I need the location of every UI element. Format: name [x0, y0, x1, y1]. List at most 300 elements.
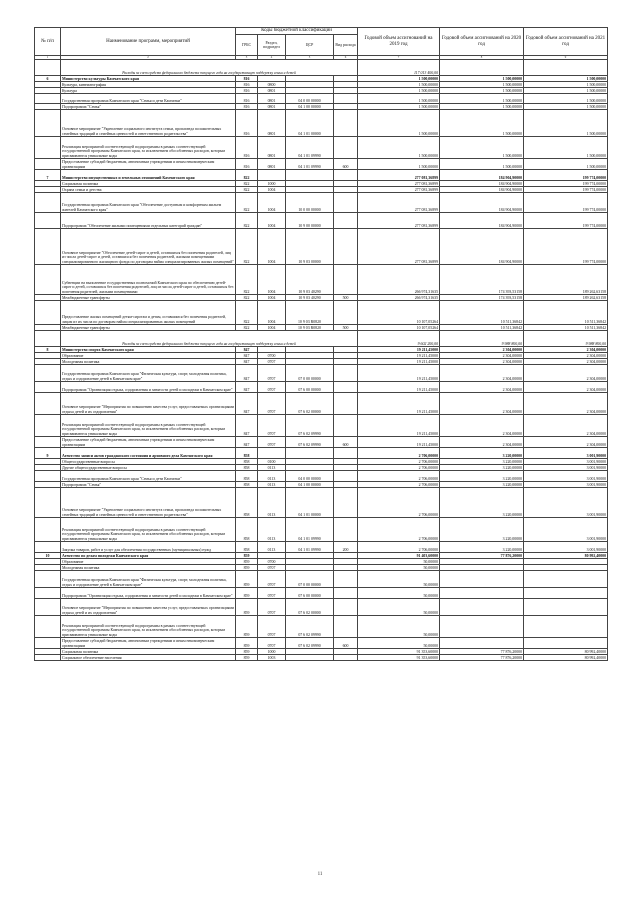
section-row	[35, 170, 608, 181]
cell-y2020: 184 904,90000	[440, 229, 524, 265]
cell-num	[35, 393, 61, 415]
cell-y2021: 3 001,90000	[524, 471, 608, 482]
cell-rz-pr: 1003	[258, 655, 286, 661]
cell-rz-pr: 0801	[258, 137, 286, 159]
cell-grbs: 859	[236, 553, 258, 559]
cell-vr	[334, 365, 358, 382]
cell-rz-pr: 0801	[258, 88, 286, 94]
cell-name: Молодежная политика	[61, 565, 236, 571]
cell-grbs: 822	[236, 301, 258, 325]
cell-vr	[334, 448, 358, 459]
cell-y2019: 277 081,36899	[358, 170, 440, 181]
cell-y2019: 19 211,45000	[358, 347, 440, 353]
cell-y2020: 77 876,20000	[440, 553, 524, 559]
cell-rz-pr: 0707	[258, 365, 286, 382]
table-row	[35, 588, 608, 599]
cell-rz-pr: 0707	[258, 599, 286, 616]
note-spacer	[35, 331, 61, 347]
cell-y2021: 2 304,00000	[524, 365, 608, 382]
cell-y2021: 80 992,40000	[524, 649, 608, 655]
cell-name: Предоставление субсидий бюджетным, автономным учреждениям и иным некоммерческим организациям	[61, 638, 236, 649]
cell-y2019: 19 211,45000	[358, 437, 440, 448]
table-row	[35, 488, 608, 518]
cell-num	[35, 437, 61, 448]
cell-y2020: 184 904,90000	[440, 187, 524, 193]
col-number: 3	[236, 56, 258, 60]
cell-rz-pr: 0113	[258, 518, 286, 542]
cell-y2021: 10 511,36842	[524, 301, 608, 325]
cell-y2019: 1 500,00000	[358, 94, 440, 104]
cell-rz-pr: 0707	[258, 565, 286, 571]
header-y2019: Годовой объем ассигнований на 2019 год	[358, 28, 440, 56]
cell-y2019: 10 107,05264	[358, 301, 440, 325]
cell-y2021	[524, 616, 608, 638]
cell-y2019: 19 211,45000	[358, 353, 440, 359]
cell-y2020: 1 500,00000	[440, 94, 524, 104]
cell-rz-pr: 0707	[258, 415, 286, 437]
cell-vr	[334, 588, 358, 599]
cell-rz-pr: 1004	[258, 187, 286, 193]
cell-y2021: 2 304,00000	[524, 359, 608, 365]
cell-grbs: 816	[236, 82, 258, 88]
cell-y2020	[440, 599, 524, 616]
col-number: 1	[35, 56, 61, 60]
cell-grbs: 859	[236, 559, 258, 565]
cell-name: Социальное обеспечение населения	[61, 655, 236, 661]
note-amount-y2020: 9 988 800,00	[440, 331, 524, 347]
cell-y2021: 189 262,63158	[524, 265, 608, 295]
cell-vr	[334, 229, 358, 265]
cell-num	[35, 229, 61, 265]
cell-grbs: 858	[236, 542, 258, 553]
cell-y2021	[524, 571, 608, 588]
cell-y2021: 199 774,00000	[524, 170, 608, 181]
cell-vr	[334, 393, 358, 415]
cell-y2020: 1 500,00000	[440, 76, 524, 82]
cell-csr: 07 6 02 09990	[286, 638, 334, 649]
cell-y2019: 277 081,36899	[358, 181, 440, 187]
cell-csr	[286, 655, 334, 661]
table-row	[35, 382, 608, 393]
cell-y2021: 3 001,90000	[524, 482, 608, 488]
cell-y2020: 1 500,00000	[440, 159, 524, 170]
cell-y2020: 77 876,20000	[440, 655, 524, 661]
cell-name: Основное мероприятие "Мероприятия по повышению качества услуг, предоставляемых организациями отдыха детей и их оздоровления"	[61, 393, 236, 415]
cell-rz-pr: 1000	[258, 649, 286, 655]
cell-grbs: 847	[236, 382, 258, 393]
cell-num	[35, 471, 61, 482]
cell-y2020: 3 220,00000	[440, 465, 524, 471]
cell-y2020: 10 511,36842	[440, 301, 524, 325]
cell-grbs: 858	[236, 488, 258, 518]
cell-y2019: 91 403,60000	[358, 553, 440, 559]
cell-grbs: 858	[236, 482, 258, 488]
cell-y2021: 1 500,00000	[524, 88, 608, 94]
cell-name: Общегосударственные вопросы	[61, 459, 236, 465]
cell-y2021: 80 992,40000	[524, 553, 608, 559]
cell-num	[35, 265, 61, 295]
cell-csr: 07 6 02 09990	[286, 415, 334, 437]
cell-csr: 04 1 00 00000	[286, 104, 334, 110]
table-row	[35, 301, 608, 325]
table-row	[35, 193, 608, 213]
col-number: 4	[258, 56, 286, 60]
cell-y2021: 2 304,00000	[524, 415, 608, 437]
table-row	[35, 110, 608, 137]
cell-num	[35, 301, 61, 325]
cell-name: Министерство имущественных и земельных отношений Камчатского края	[61, 170, 236, 181]
cell-name: Основное мероприятие "Мероприятия по повышению качества услуг, предоставляемых организациями отдыха детей и их оздоровления"	[61, 599, 236, 616]
cell-num	[35, 365, 61, 382]
cell-y2019: 91 353,60000	[358, 649, 440, 655]
cell-y2020: 184 904,90000	[440, 170, 524, 181]
cell-y2021: 199 774,00000	[524, 229, 608, 265]
cell-y2020: 174 393,53158	[440, 265, 524, 295]
cell-num	[35, 571, 61, 588]
cell-csr: 07 0 00 00000	[286, 365, 334, 382]
budget-table-sheet	[34, 27, 607, 661]
cell-y2021: 2 304,00000	[524, 393, 608, 415]
cell-rz-pr: 1004	[258, 325, 286, 331]
table-row	[35, 599, 608, 616]
cell-num	[35, 488, 61, 518]
cell-y2019: 50,00000	[358, 559, 440, 565]
cell-name: Молодежная политика	[61, 359, 236, 365]
cell-y2021: 199 774,00000	[524, 187, 608, 193]
cell-y2020: 1 500,00000	[440, 110, 524, 137]
cell-name: Государственная программа Камчатского края "Обеспечение доступным и комфортным жильем жителей Камчатского края"	[61, 193, 236, 213]
cell-name: Основное мероприятие "Укрепление социального института семьи, пропаганда положительных семейных традиций и семейных ценностей и ответственного родительства"	[61, 488, 236, 518]
cell-name: Подпрограмма "Семья"	[61, 104, 236, 110]
cell-name: Межбюджетные трансферты	[61, 325, 236, 331]
cell-grbs: 858	[236, 448, 258, 459]
cell-grbs: 816	[236, 104, 258, 110]
cell-name: Предоставление субсидий бюджетным, автономным учреждениям и иным некоммерческим организациям	[61, 437, 236, 448]
cell-name: Основное мероприятие "Укрепление социального института семьи, пропаганда положительных семейных традиций и семейных ценностей и ответственного родительства"	[61, 110, 236, 137]
cell-rz-pr: 0100	[258, 459, 286, 465]
cell-y2020: 1 500,00000	[440, 104, 524, 110]
cell-vr	[334, 137, 358, 159]
cell-rz-pr: 1004	[258, 301, 286, 325]
cell-grbs: 822	[236, 325, 258, 331]
cell-y2021: 3 001,90000	[524, 488, 608, 518]
cell-y2021: 3 001,90000	[524, 448, 608, 459]
cell-name: Образование	[61, 559, 236, 565]
cell-y2019: 1 500,00000	[358, 76, 440, 82]
cell-y2019: 1 500,00000	[358, 88, 440, 94]
cell-y2020: 3 220,00000	[440, 488, 524, 518]
cell-grbs: 859	[236, 588, 258, 599]
cell-y2019: 19 211,45000	[358, 415, 440, 437]
cell-y2019: 19 211,45000	[358, 393, 440, 415]
cell-y2021	[524, 599, 608, 616]
table-row	[35, 616, 608, 638]
cell-y2019: 2 706,00000	[358, 459, 440, 465]
table-row	[35, 94, 608, 104]
cell-rz-pr: 0707	[258, 588, 286, 599]
col-number: 6	[334, 56, 358, 60]
cell-y2020: 2 304,00000	[440, 437, 524, 448]
note-amount-y2019: 117 013 400,00	[358, 60, 440, 76]
cell-y2019: 2 706,00000	[358, 471, 440, 482]
note-text: Расходы за счет средств федерального бюджета текущего года на государственную поддержку семьи и детей	[61, 331, 358, 347]
cell-vr	[334, 599, 358, 616]
cell-csr: 04 1 01 09990	[286, 159, 334, 170]
cell-grbs: 859	[236, 638, 258, 649]
cell-y2021: 1 500,00000	[524, 76, 608, 82]
cell-y2020: 3 220,00000	[440, 518, 524, 542]
cell-y2019: 1 500,00000	[358, 137, 440, 159]
cell-vr: 500	[334, 295, 358, 301]
cell-y2019: 50,00000	[358, 616, 440, 638]
cell-y2019: 2 706,00000	[358, 482, 440, 488]
cell-rz-pr: 0113	[258, 488, 286, 518]
cell-grbs: 858	[236, 471, 258, 482]
cell-csr	[286, 448, 334, 459]
cell-num: 10	[35, 553, 61, 559]
cell-y2021	[524, 588, 608, 599]
note-row	[35, 60, 608, 76]
cell-y2021	[524, 638, 608, 649]
header-vr: Вид расхода	[334, 35, 358, 56]
cell-rz-pr: 0800	[258, 82, 286, 88]
table-row	[35, 518, 608, 542]
cell-y2021: 3 001,90000	[524, 518, 608, 542]
cell-y2019: 277 081,36899	[358, 229, 440, 265]
cell-rz-pr	[258, 448, 286, 459]
cell-vr	[334, 265, 358, 295]
cell-grbs: 859	[236, 649, 258, 655]
cell-y2020: 2 304,00000	[440, 347, 524, 353]
cell-num	[35, 616, 61, 638]
cell-vr: 500	[334, 325, 358, 331]
cell-num	[35, 415, 61, 437]
table-row	[35, 655, 608, 661]
cell-num	[35, 213, 61, 229]
cell-y2021: 199 774,00000	[524, 213, 608, 229]
table-row	[35, 365, 608, 382]
cell-vr	[334, 471, 358, 482]
cell-rz-pr: 0113	[258, 471, 286, 482]
cell-csr: 10 9 03 40290	[286, 265, 334, 295]
page-number: 11	[317, 872, 323, 877]
cell-y2020: 2 304,00000	[440, 393, 524, 415]
cell-csr: 04 1 01 00000	[286, 110, 334, 137]
cell-num	[35, 110, 61, 137]
cell-y2019: 1 500,00000	[358, 82, 440, 88]
cell-y2021: 199 774,00000	[524, 193, 608, 213]
cell-grbs: 822	[236, 181, 258, 187]
cell-y2021: 189 262,63158	[524, 295, 608, 301]
cell-rz-pr: 0801	[258, 110, 286, 137]
cell-grbs: 816	[236, 159, 258, 170]
cell-y2020: 184 904,90000	[440, 193, 524, 213]
cell-grbs: 822	[236, 265, 258, 295]
cell-grbs: 847	[236, 347, 258, 353]
cell-grbs: 858	[236, 518, 258, 542]
note-row	[35, 331, 608, 347]
cell-rz-pr: 1004	[258, 193, 286, 213]
cell-name: Реализация мероприятий соответствующей подпрограммы в рамках соответствующей государственной программы Камчатского края, за исключением обособленных расходов, которым присваиваются уникальные коды	[61, 137, 236, 159]
cell-grbs: 816	[236, 137, 258, 159]
cell-y2019: 1 500,00000	[358, 110, 440, 137]
cell-vr	[334, 193, 358, 213]
cell-csr: 10 0 00 00000	[286, 193, 334, 213]
cell-num	[35, 588, 61, 599]
cell-grbs: 822	[236, 193, 258, 213]
cell-grbs: 816	[236, 94, 258, 104]
cell-y2021: 199 774,00000	[524, 181, 608, 187]
cell-rz-pr: 0801	[258, 94, 286, 104]
cell-name: Другие общегосударственные вопросы	[61, 465, 236, 471]
cell-y2019: 91 353,60000	[358, 655, 440, 661]
header-codes-group: Коды бюджетной классификации	[236, 28, 358, 35]
cell-y2020: 1 500,00000	[440, 137, 524, 159]
cell-name: Агентство записи актов гражданского состояния и архивного дела Камчатского края	[61, 448, 236, 459]
cell-name: Министерство спорта Камчатского края	[61, 347, 236, 353]
cell-y2020: 2 304,00000	[440, 359, 524, 365]
cell-name: Культура, кинематография	[61, 82, 236, 88]
cell-grbs: 847	[236, 353, 258, 359]
cell-num	[35, 655, 61, 661]
table-row	[35, 265, 608, 295]
cell-y2019: 277 081,36899	[358, 213, 440, 229]
cell-vr	[334, 301, 358, 325]
cell-y2021: 2 304,00000	[524, 382, 608, 393]
cell-y2020	[440, 588, 524, 599]
cell-vr: 600	[334, 437, 358, 448]
cell-csr: 04 1 01 09990	[286, 518, 334, 542]
cell-rz-pr: 1000	[258, 181, 286, 187]
cell-csr: 04 1 01 09990	[286, 542, 334, 553]
cell-vr: 600	[334, 159, 358, 170]
table-row	[35, 415, 608, 437]
cell-y2019: 2 706,00000	[358, 488, 440, 518]
cell-y2020	[440, 571, 524, 588]
cell-name: Подпрограмма "Семья"	[61, 482, 236, 488]
cell-num	[35, 638, 61, 649]
cell-csr: 04 1 01 00000	[286, 488, 334, 518]
cell-name: Государственная программа Камчатского края "Семья и дети Камчатки"	[61, 471, 236, 482]
cell-y2021: 2 304,00000	[524, 437, 608, 448]
cell-rz-pr: 0707	[258, 393, 286, 415]
cell-grbs: 858	[236, 465, 258, 471]
table-row	[35, 229, 608, 265]
cell-num: 7	[35, 170, 61, 181]
cell-y2019: 50,00000	[358, 599, 440, 616]
cell-name: Межбюджетные трансферты	[61, 295, 236, 301]
note-amount-y2021: 9 988 800,00	[524, 331, 608, 347]
cell-csr: 07 6 00 00000	[286, 588, 334, 599]
cell-y2020: 3 220,00000	[440, 459, 524, 465]
cell-rz-pr: 0113	[258, 542, 286, 553]
cell-vr	[334, 110, 358, 137]
note-amount-y2020	[440, 60, 524, 76]
cell-grbs: 859	[236, 571, 258, 588]
cell-name: Реализация мероприятий соответствующей подпрограммы в рамках соответствующей государственной программы Камчатского края, за исключением обособленных расходов, которым присваиваются уникальные коды	[61, 415, 236, 437]
cell-name: Министерство культуры Камчатского края	[61, 76, 236, 82]
note-text: Расходы за счет средств федерального бюджета текущего года на государственную поддержку семьи и детей	[61, 60, 358, 76]
cell-y2020: 1 500,00000	[440, 88, 524, 94]
note-amount-y2019: 9 602 200,00	[358, 331, 440, 347]
cell-csr: 10 9 03 R0820	[286, 301, 334, 325]
header-row-top	[35, 28, 608, 35]
cell-y2019: 50,00000	[358, 571, 440, 588]
cell-grbs: 822	[236, 229, 258, 265]
cell-y2019: 2 706,00000	[358, 465, 440, 471]
table-row	[35, 137, 608, 159]
cell-grbs: 816	[236, 76, 258, 82]
cell-rz-pr: 0113	[258, 482, 286, 488]
cell-rz-pr: 1004	[258, 213, 286, 229]
cell-num	[35, 382, 61, 393]
cell-y2021: 80 992,40000	[524, 655, 608, 661]
cell-grbs: 859	[236, 565, 258, 571]
table-row	[35, 542, 608, 553]
cell-num	[35, 542, 61, 553]
cell-rz-pr: 0700	[258, 559, 286, 565]
cell-rz-pr: 1004	[258, 265, 286, 295]
cell-y2019: 2 706,00000	[358, 448, 440, 459]
cell-y2021: 1 500,00000	[524, 137, 608, 159]
cell-y2020: 2 304,00000	[440, 382, 524, 393]
header-num: № п/п	[35, 28, 61, 56]
cell-rz-pr: 0700	[258, 353, 286, 359]
cell-grbs: 847	[236, 415, 258, 437]
cell-csr: 07 6 02 09990	[286, 616, 334, 638]
cell-vr	[334, 488, 358, 518]
cell-y2020: 3 220,00000	[440, 482, 524, 488]
cell-y2019: 19 211,45000	[358, 365, 440, 382]
cell-csr: 10 9 03 40290	[286, 295, 334, 301]
col-number: 7	[358, 56, 440, 60]
cell-vr	[334, 655, 358, 661]
cell-rz-pr	[258, 170, 286, 181]
cell-csr	[286, 170, 334, 181]
cell-y2019: 1 500,00000	[358, 104, 440, 110]
table-row	[35, 393, 608, 415]
cell-y2019: 50,00000	[358, 588, 440, 599]
cell-grbs: 858	[236, 459, 258, 465]
cell-y2020: 1 500,00000	[440, 82, 524, 88]
note-spacer	[35, 60, 61, 76]
col-number: 9	[524, 56, 608, 60]
cell-y2020: 2 304,00000	[440, 365, 524, 382]
cell-rz-pr: 0707	[258, 437, 286, 448]
cell-name: Предоставление жилых помещений детям-сиротам и детям, оставшимся без попечения родителей, лицам из их числа по договорам найма специализированных жилых помещений	[61, 301, 236, 325]
cell-name: Реализация мероприятий соответствующей подпрограммы в рамках соответствующей государственной программы Камчатского края, за исключением обособленных расходов, которым присваиваются уникальные коды	[61, 616, 236, 638]
cell-vr: 600	[334, 638, 358, 649]
cell-y2021: 3 001,90000	[524, 465, 608, 471]
header-csr: ЦСР	[286, 35, 334, 56]
cell-num	[35, 599, 61, 616]
cell-rz-pr: 0707	[258, 382, 286, 393]
cell-num: 8	[35, 347, 61, 353]
cell-csr: 04 0 00 00000	[286, 471, 334, 482]
cell-name: Охрана семьи и детства	[61, 187, 236, 193]
cell-grbs: 847	[236, 359, 258, 365]
cell-grbs: 822	[236, 295, 258, 301]
cell-y2019: 2 706,00000	[358, 518, 440, 542]
cell-y2019: 19 211,45000	[358, 359, 440, 365]
cell-vr	[334, 571, 358, 588]
cell-vr	[334, 518, 358, 542]
cell-y2021: 3 001,90000	[524, 542, 608, 553]
cell-rz-pr: 0707	[258, 638, 286, 649]
col-number: 2	[61, 56, 236, 60]
table-row	[35, 571, 608, 588]
cell-rz-pr: 0707	[258, 616, 286, 638]
